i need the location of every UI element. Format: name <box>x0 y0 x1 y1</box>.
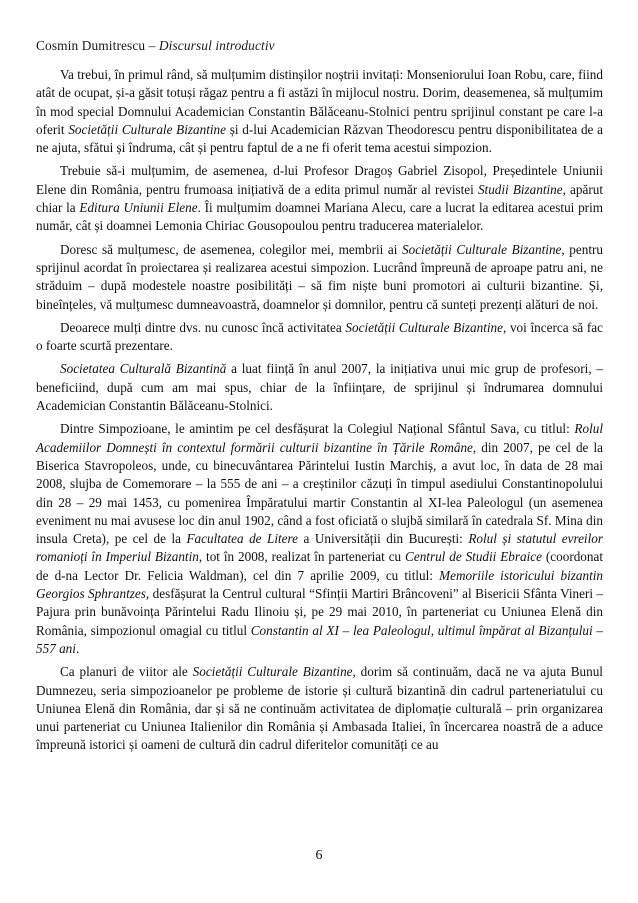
header-separator: – <box>145 38 159 53</box>
header-subtitle: Discursul introductiv <box>158 38 275 53</box>
paragraph <box>36 162 603 235</box>
paragraph <box>36 360 603 415</box>
text-segment: , desfășurat la Centrul cultural “Sfinții Martiri Brâncoveni” al Bisericii Sfânta Vineri – Pajura prin bunăvoința Părintelui Radu Ilinoiu și, pe 29 mai 2010, în parteneriat cu Uniunea Elenă din România, simpozionul omagial cu titlul <box>36 586 603 638</box>
text-segment: și d-lui Academician Răzvan Theodorescu pentru disponibilitatea de a ne ajuta, sfătui și îndruma, cât și pentru faptul de a ne fi oferit tema acestui simpozion. <box>36 121 603 156</box>
paragraph <box>36 663 603 754</box>
text-segment: . <box>75 640 80 656</box>
text-segment: , tot în 2008, realizat în parteneriat cu <box>198 549 406 565</box>
paragraph <box>36 319 603 356</box>
text-segment: Doresc să mulțumesc, de asemenea, colegilor mei, membrii ai <box>60 241 403 257</box>
text-segment: , pentru sprijinul acordat în proiectarea și realizarea acestui simpozion. Lucrând împreună de aproape patru ani, ne străduim – după modestele noastre posibilități – să fim niște buni promotori ai culturii bizantine. Și, bineînțeles, vă mulțumesc dumneavoastră, doamnelor și domnilor, pentru că sunteți prezenți alături de noi. <box>36 241 603 312</box>
page-number: 6 <box>315 848 323 863</box>
text-segment: , apărut chiar la <box>36 181 603 216</box>
text-segment: , din 2007, pe cel de la Biserica Stavropoleos, unde, cu binecuvântarea Părintelui Iustin Marchiș, a avut loc, în data de 28 mai 2008, slujba de Comemorare – la 555 de ani – a creștinilor căzuți în timpul asediului Constantinopolului din 28 – 29 mai 1453, cu pomenirea Împăratului martir Constantin al XI-lea Paleologul (un asemenea eveniment nu mai avusese loc din anul 1902, când a fost oficiată o slujbă similară în catedrala Sf. Mina din insula Creta), pe cel de la <box>36 439 603 547</box>
italic-text-segment: Editura Uniunii Elene <box>79 200 198 216</box>
italic-text-segment: Societății Culturale Bizantine <box>192 664 353 680</box>
italic-text-segment: Societății Culturale Bizantine <box>345 319 503 335</box>
text-segment: , voi încerca să fac o foarte scurtă prezentare. <box>36 319 603 354</box>
text-segment: Va trebui, în primul rând, să mulțumim distinșilor noștrii invitați: Monseniorului Ioan Robu, care, fiind atât de ocupat, și-a găsit totuși răgaz pentru a fi astăzi în mijlocul nostru. Dorim, deasemenea, să mulțumim în mod special Domnului Academician Constantin Bălăceanu-Stolnici pentru sprijinul constant pe care l-a oferit <box>36 67 603 137</box>
italic-text-segment: Rolul și statutul evreilor romanioți în Imperiul Bizantin <box>36 531 603 565</box>
italic-text-segment: Societății Culturale Bizantine <box>68 121 226 137</box>
italic-text-segment: Rolul Academiilor Domnești în contextul formării culturii bizantine în Țările Române <box>36 421 603 455</box>
text-segment: , dorim să continuăm, dacă ne va ajuta Bunul Dumnezeu, seria simpozioanelor pe probleme de istorie și cultură bizantină din cadrul parteneriatului cu Uniunea Elenă din România, dar și să ne continuăm activitatea de diplomație culturală – prin organizarea unui parteneriat cu Uniunea Italienilor din România și Ambasada Italiei, în încercarea noastră de a aduce împreună istorici și oameni de cultură din cadrul diferitelor comunități ce au <box>36 664 603 753</box>
italic-text-segment: Memoriile istoricului bizantin Georgios Sphrantzes <box>36 567 604 602</box>
paragraph <box>36 420 603 658</box>
body-text <box>36 66 603 755</box>
header-author: Cosmin Dumitrescu <box>36 38 146 53</box>
italic-text-segment: Studii Bizantine <box>477 181 563 197</box>
italic-text-segment: Centrul de Studii Ebraice <box>405 549 542 565</box>
italic-text-segment: Societății Culturale Bizantine <box>402 241 562 257</box>
paragraph <box>36 66 603 157</box>
text-segment: a luat ființă în anul 2007, la inițiativa unui mic grup de profesori, – beneficiind, după cum am mai spus, chiar de la înființare, de sprijinul și îndrumarea domnului Academician Constantin Bălăceanu-Stolnici. <box>36 361 603 414</box>
text-segment: a Universității din București: <box>298 531 469 547</box>
text-segment: Deoarece mulți dintre dvs. nu cunosc încă activitatea <box>60 319 346 335</box>
italic-text-segment: Societatea Culturală Bizantină <box>60 361 227 377</box>
running-header <box>36 38 604 54</box>
text-segment: Trebuie să-i mulțumim, de asemenea, d-lui Profesor Dragoș Gabriel Zisopol, Președintele Uniunii Elene din România, pentru frumoasa inițiativă de a edita primul număr al revistei <box>36 163 603 197</box>
text-segment: Dintre Simpozioane, le amintim pe cel desfășurat la Colegiul Național Sfântul Sava, cu titlul: <box>60 421 575 437</box>
text-segment: (coordonat de d-na Lector Dr. Felicia Waldman), cel din 7 aprilie 2009, cu titlul: <box>36 549 604 583</box>
text-segment: . Îi mulțumim doamnei Mariana Alecu, care a lucrat la editarea acestui prim număr, cât și doamnei Lemonia Chiriac Gousopoulou pentru traducerea materialelor. <box>36 200 603 234</box>
paragraph <box>36 241 603 314</box>
text-segment: Ca planuri de viitor ale <box>60 664 193 680</box>
italic-text-segment: Facultatea de Litere <box>186 531 299 547</box>
italic-text-segment: Constantin al XI – lea Paleologul, ultimul împărat al Bizanțului – 557 ani <box>36 622 603 656</box>
